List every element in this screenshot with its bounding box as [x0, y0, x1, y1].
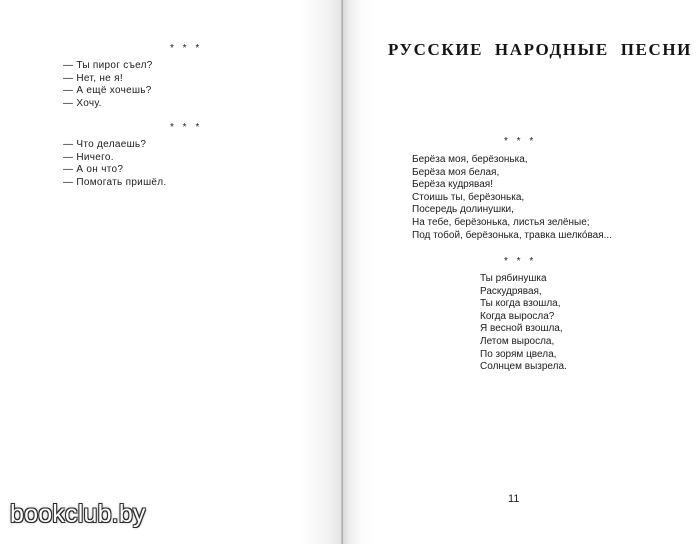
verse-line: Солнцем вызрела.	[480, 361, 567, 373]
section-separator: * * *	[504, 136, 537, 147]
section-heading: РУССКИЕ НАРОДНЫЕ ПЕСНИ	[388, 40, 692, 59]
dialog-pie	[63, 60, 153, 110]
left-page	[0, 0, 343, 544]
watermark-logo: bookclub.by	[10, 500, 146, 528]
verse-line: — А он что?	[63, 164, 124, 176]
song-rowan	[480, 273, 567, 374]
verse-line: — Ничего.	[63, 151, 114, 163]
verse-line: — Что делаешь?	[63, 139, 147, 150]
verse-line: Ты когда взошла,	[480, 298, 561, 310]
verse-line: Когда выросла?	[480, 310, 555, 322]
verse-line: Я весной взошла,	[480, 323, 563, 335]
section-separator: * * *	[170, 122, 203, 133]
verse-line: — А ещё хочешь?	[63, 85, 152, 97]
verse-line: Ты рябинушка	[480, 273, 547, 284]
verse-line: Посередь долинушки,	[412, 204, 514, 216]
verse-line: Раскудрявая,	[480, 285, 542, 297]
verse-line: Берёза кудрявая!	[412, 179, 493, 191]
verse-line: На тебе, берёзонька, листья зелёные;	[412, 216, 590, 228]
page-number: 11	[508, 493, 520, 505]
verse-line: Стоишь ты, берёзонька,	[412, 191, 525, 203]
right-page	[343, 0, 700, 544]
verse-line: — Хочу.	[63, 97, 102, 109]
section-separator: * * *	[170, 43, 203, 54]
song-birch	[412, 154, 612, 242]
verse-line: Берёза моя белая,	[412, 166, 500, 178]
verse-line: — Нет, не я!	[63, 72, 123, 84]
verse-line: — Помогать пришёл.	[63, 176, 167, 188]
dialog-helping	[63, 139, 166, 189]
verse-line: По зорям цвела,	[480, 348, 557, 360]
verse-line: — Ты пирог съел?	[63, 60, 153, 71]
verse-line: Летом выросла,	[480, 335, 555, 347]
verse-line: Берёза моя, берёзонька,	[412, 154, 528, 165]
verse-line: Под тобой, берёзонька, травка шелко́вая...	[412, 229, 612, 241]
section-separator: * * *	[504, 256, 537, 267]
